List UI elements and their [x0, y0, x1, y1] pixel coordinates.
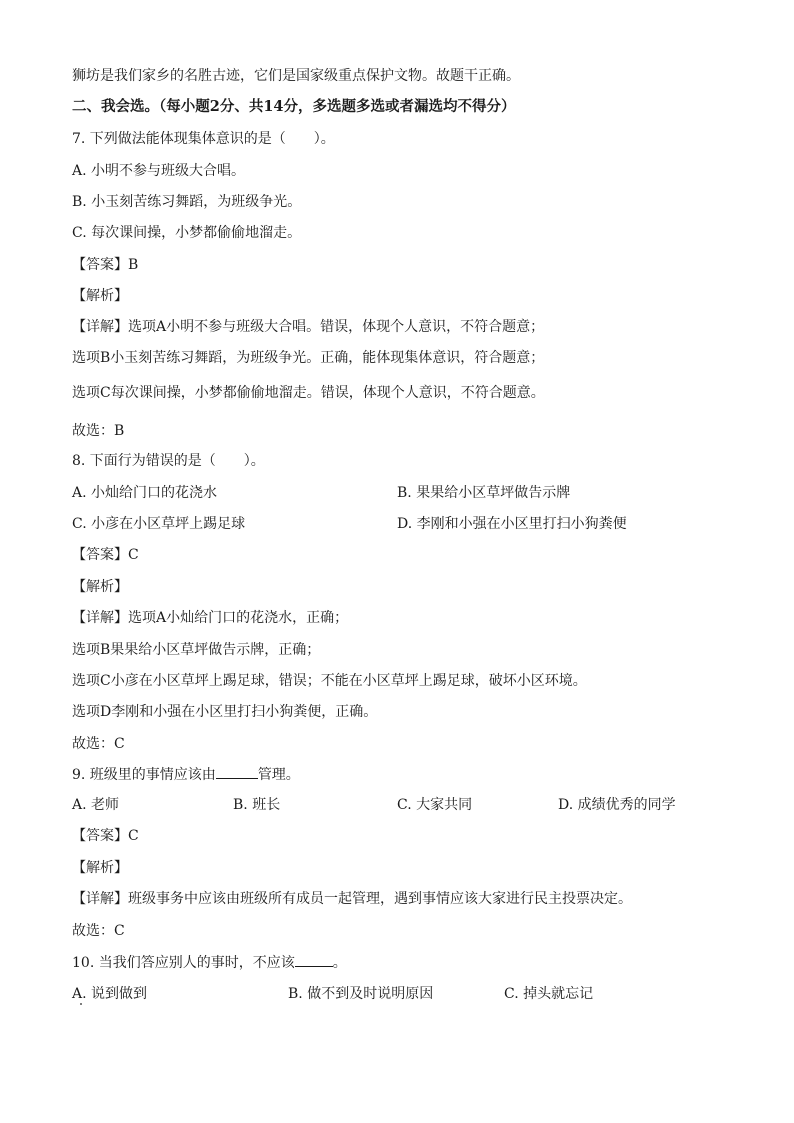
- q7-stem: 7. 下列做法能体现集体意识的是（ ）。: [72, 131, 335, 147]
- q8-conclusion: 故选：C: [72, 736, 125, 752]
- q9-stem-after: 管理。: [257, 767, 300, 783]
- q9-option-a: A. 老师: [72, 797, 120, 813]
- q10-option-b: B. 做不到及时说明原因: [288, 986, 434, 1002]
- q9-stem: [72, 764, 300, 785]
- q8-detail-3: 选项C小彦在小区草坪上踢足球，错误；不能在小区草坪上踢足球，破坏小区环境。: [72, 673, 587, 689]
- q10-stem-after: 。: [332, 955, 347, 971]
- q7-analysis: 【解析】: [72, 288, 128, 304]
- q9-option-d: D. 成绩优秀的同学: [558, 797, 676, 813]
- q10-stem: [72, 952, 347, 973]
- q10-option-c: C. 掉头就忘记: [504, 986, 594, 1002]
- section-title: 二、我会选。（每小题2分、共14分，多选题多选或者漏选均不得分）: [72, 98, 516, 115]
- q8-detail-1: 【详解】选项A小灿给门口的花浇水，正确；: [72, 610, 349, 626]
- q7-option-b: B. 小玉刻苦练习舞蹈，为班级争光。: [72, 194, 302, 210]
- q8-stem: 8. 下面行为错误的是（ ）。: [72, 453, 265, 469]
- q8-analysis: 【解析】: [72, 579, 128, 595]
- scan-dot: [80, 1003, 82, 1005]
- q10-option-a: A. 说到做到: [72, 986, 148, 1002]
- q9-blank: [216, 764, 258, 779]
- q9-answer: 【答案】C: [72, 828, 139, 844]
- q9-detail-1: 【详解】班级事务中应该由班级所有成员一起管理，遇到事情应该大家进行民主投票决定。: [72, 891, 632, 907]
- q7-option-c: C. 每次课间操，小梦都偷偷地溜走。: [72, 225, 302, 241]
- q10-stem-before: 10. 当我们答应别人的事时，不应该: [72, 955, 295, 971]
- q8-option-d: D. 李刚和小强在小区里打扫小狗粪便: [397, 516, 627, 532]
- q8-detail-4: 选项D李刚和小强在小区里打扫小狗粪便，正确。: [72, 704, 378, 720]
- q8-option-c: C. 小彦在小区草坪上踢足球: [72, 516, 246, 532]
- q9-analysis: 【解析】: [72, 860, 128, 876]
- q8-detail-2: 选项B果果给小区草坪做告示牌，正确；: [72, 642, 321, 658]
- q8-answer: 【答案】C: [72, 547, 139, 563]
- q8-option-a: A. 小灿给门口的花浇水: [72, 485, 218, 501]
- q7-conclusion: 故选：B: [72, 423, 125, 439]
- q9-conclusion: 故选：C: [72, 923, 125, 939]
- q7-detail-1: 【详解】选项A小明不参与班级大合唱。错误，体现个人意识，不符合题意；: [72, 319, 545, 335]
- q10-blank: [295, 952, 333, 967]
- q7-detail-3: 选项C每次课间操，小梦都偷偷地溜走。错误，体现个人意识，不符合题意。: [72, 385, 545, 401]
- q7-detail-2: 选项B小玉刻苦练习舞蹈，为班级争光。正确，能体现集体意识，符合题意；: [72, 350, 545, 366]
- q8-option-b: B. 果果给小区草坪做告示牌: [397, 485, 571, 501]
- q9-option-c: C. 大家共同: [397, 797, 473, 813]
- q7-answer: 【答案】B: [72, 257, 139, 273]
- q9-option-b: B. 班长: [233, 797, 281, 813]
- q9-stem-before: 9. 班级里的事情应该由: [72, 767, 216, 783]
- intro-text: 狮坊是我们家乡的名胜古迹，它们是国家级重点保护文物。故题干正确。: [72, 68, 520, 84]
- q7-option-a: A. 小明不参与班级大合唱。: [72, 163, 246, 179]
